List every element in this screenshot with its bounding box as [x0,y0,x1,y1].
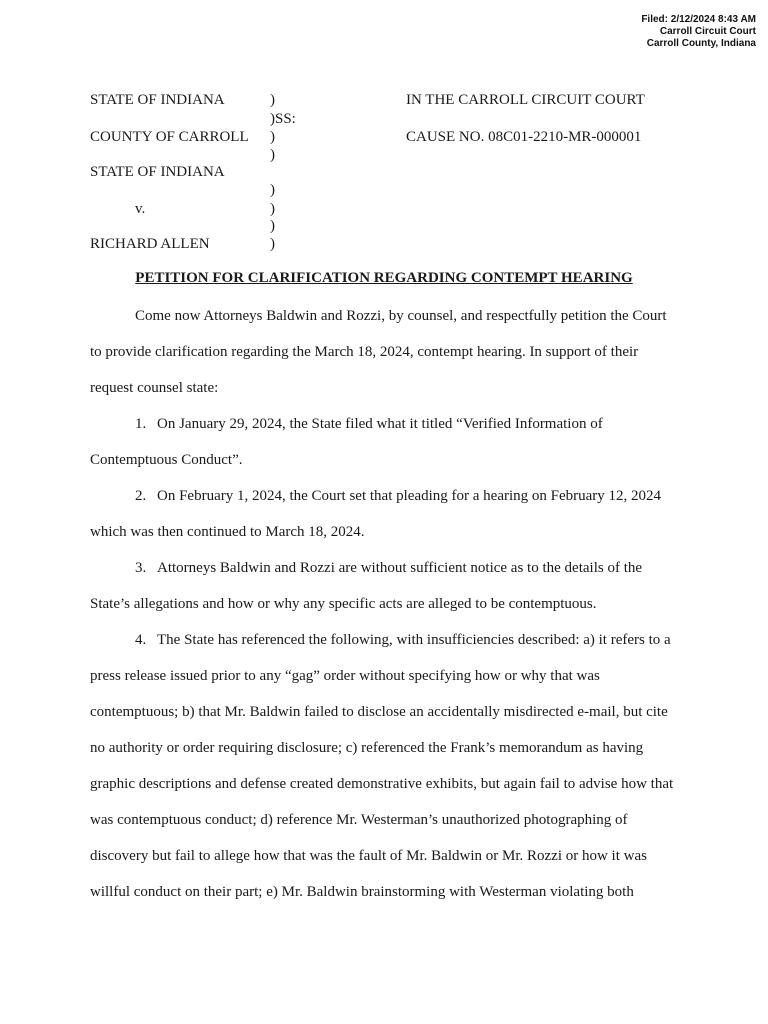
caption-paren-ss: )SS: [270,111,296,127]
caption-paren: ) [270,92,275,108]
document-title: PETITION FOR CLARIFICATION REGARDING CONTEMPT HEARING [135,270,633,286]
caption-paren: ) [270,147,275,163]
paragraph-text: On January 29, 2024, the State filed what it titled “Verified Information of Contemptuous Conduct”. [90,416,603,468]
case-caption [90,90,690,260]
filing-stamp-county: Carroll County, Indiana [646,38,756,49]
caption-plaintiff: STATE OF INDIANA [90,164,225,180]
caption-paren: ) [270,218,275,234]
filing-stamp [641,14,756,50]
caption-cause-number: CAUSE NO. 08C01-2210-MR-000001 [406,129,642,145]
paragraph-text: Attorneys Baldwin and Rozzi are without sufficient notice as to the details of the State’s allegations and how or why any specific acts are alleged to be contemptuous. [90,560,643,612]
paragraph-number: 3. [135,560,147,576]
document-body [90,298,680,910]
filing-stamp-court: Carroll Circuit Court [659,26,756,37]
caption-court-name: IN THE CARROLL CIRCUIT COURT [406,92,645,108]
filing-stamp-date: Filed: 2/12/2024 8:43 AM [641,14,756,25]
caption-state-of-indiana: STATE OF INDIANA [90,92,225,108]
paragraph-text: On February 1, 2024, the Court set that pleading for a hearing on February 12, 2024 which was then continued to March 18, 2024. [90,488,662,540]
paragraph-number: 2. [135,488,147,504]
caption-paren: ) [270,129,275,145]
caption-county: COUNTY OF CARROLL [90,129,249,145]
numbered-paragraph-1 [90,406,680,478]
numbered-paragraph-4 [90,622,680,910]
intro-paragraph: Come now Attorneys Baldwin and Rozzi, by counsel, and respectfully petition the Court to provide clarification regarding the March 18, 2024, contempt hearing. In support of their request counsel state: [90,308,667,396]
paragraph-number: 1. [135,416,147,432]
caption-paren: ) [270,201,275,217]
paragraph-text: The State has referenced the following, with insufficiencies described: a) it refers to a press release issued prior to any “gag” order without specifying how or why that was contemptuous; b) that Mr. Baldwin failed to disclose an accidentally misdirected e-mail, but cite no authority or order requiring disclosure; c) referenced the Frank’s memorandum as having graphic descriptions and defense created demonstrative exhibits, but again fail to advise how that was contemptuous conduct; d) reference Mr. Westerman’s unauthorized photographing of discovery but fail to allege how that was the fault of Mr. Baldwin or Mr. Rozzi or how it was willful conduct on their part; e) Mr. Baldwin brainstorming with Westerman violating both [90,632,674,900]
caption-paren: ) [270,182,275,198]
numbered-paragraph-3 [90,550,680,622]
caption-defendant: RICHARD ALLEN [90,236,210,252]
paragraph-number: 4. [135,632,147,648]
caption-versus: v. [135,201,146,217]
numbered-paragraph-2 [90,478,680,550]
caption-paren: ) [270,236,275,252]
